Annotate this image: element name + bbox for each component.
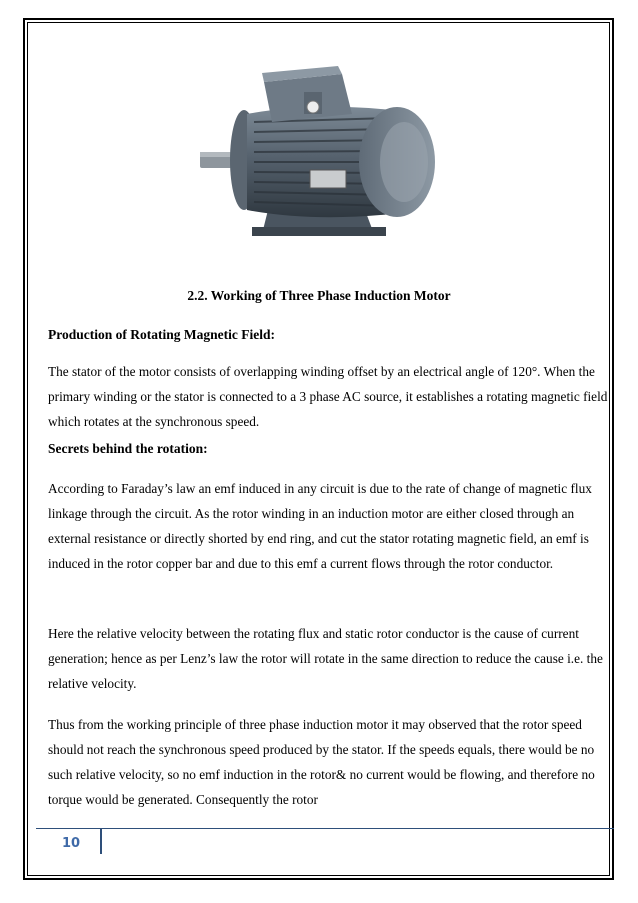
subheading-rotation-secrets: Secrets behind the rotation: [48,441,208,456]
paragraph-relative-velocity: Here the relative velocity between the rotating flux and static rotor conductor is the cause of current generation; hence as per Lenz’s law the rotor will rotate in the same direction to reduce the cause i.e. the relative velocity. [48,626,603,691]
electric-motor-icon [192,52,442,252]
section-heading: 2.2. Working of Three Phase Induction Motor [187,288,451,303]
paragraph-faraday: According to Faraday’s law an emf induced in any circuit is due to the rate of change of magnetic flux linkage through the circuit. As the rotor winding in an induction motor are either closed through an external resistance or directly shorted by end ring, and cut the stator rotating magnetic field, an emf is induced in the rotor copper bar and due to this emf a current flows through the rotor conductor. [48,481,592,571]
paragraph-working-principle: Thus from the working principle of three phase induction motor it may observed that the rotor speed should not reach the synchronous speed produced by the stator. If the speeds equals, there would be no such relative velocity, so no emf induction in the rotor& no current would be flowing, and therefore no torque would be generated. Consequently the rotor [48,717,595,807]
footer-rule [36,828,614,829]
subheading-rotating-field: Production of Rotating Magnetic Field: [48,327,275,342]
page-number: 10 [62,836,81,851]
footer-divider [100,828,102,854]
paragraph-stator: The stator of the motor consists of overlapping winding offset by an electrical angle of 120°. When the primary winding or the stator is connected to a 3 phase AC source, it establishes a rotating magnetic field which rotates at the synchronous speed. [48,364,608,429]
